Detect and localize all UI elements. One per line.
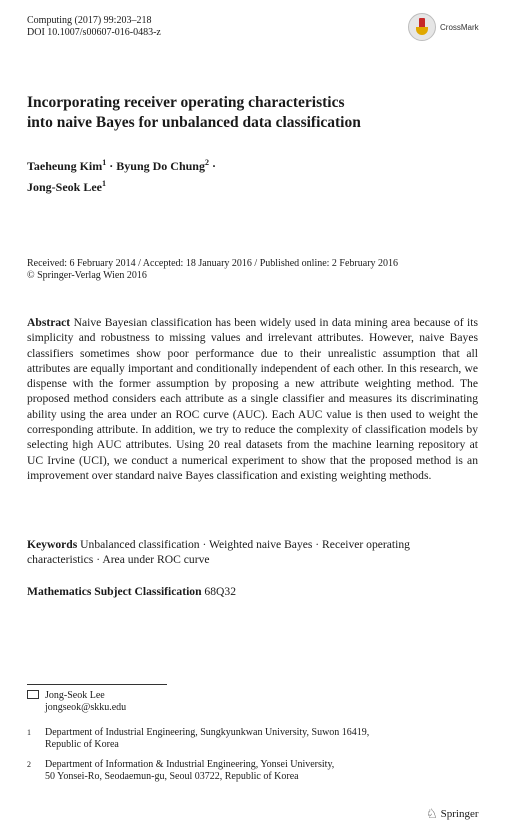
keywords-label: Keywords [27, 538, 78, 551]
publisher-name: Springer [440, 808, 479, 820]
msc-label: Mathematics Subject Classification [27, 585, 202, 598]
affiliation-line: 50 Yonsei-Ro, Seodaemun-gu, Seoul 03722, Republic of Korea [45, 771, 299, 782]
contact-email[interactable]: jongseok@skku.edu [45, 702, 127, 713]
keywords-text: Unbalanced classification · Weighted naive Bayes · Receiver operating characteristics · Area under ROC curve [27, 538, 410, 567]
subject-classification [27, 585, 236, 598]
keywords [27, 537, 478, 568]
author-name[interactable]: Jong-Seok Lee [27, 180, 102, 194]
crossmark-badge[interactable] [408, 12, 484, 42]
author-separator: · [106, 159, 117, 173]
contact-name: Jong-Seok Lee [45, 690, 105, 701]
publication-dates [27, 258, 398, 282]
author-name[interactable]: Taeheung Kim [27, 159, 103, 173]
footnote-divider [27, 684, 167, 685]
abstract-text: Naive Bayesian classification has been widely used in data mining area because of its simplicity and robustness to missing values and irrelevant attributes. However, naive Bayes classifiers sometimes show poor performance due to their unrealistic assumption that all attributes are equally important and conditionally independent of each other. In this research, we dispense with the former assumption by proposing a new attribute weighting method. The proposed method considers each attribute as a single classifier and measures its discriminating ability using the area under an ROC curve (AUC). Each AUC value is then used to weight the corresponding attribute. In addition, we try to reduce the complexity of classification models by selecting high AUC attributes. Using 20 real datasets from the machine learning repository at UC Irvine (UCI), we conduct a numerical experiment to show that the proposed method is an improvement over standard naive Bayes classification and existing weighting methods. [27, 316, 478, 482]
msc-code: 68Q32 [201, 585, 236, 598]
affiliation-number: 2 [27, 760, 31, 769]
affiliation-line: Department of Information & Industrial Engineering, Yonsei University, [45, 759, 335, 770]
affiliation-number: 1 [27, 728, 31, 737]
author-list [27, 154, 216, 196]
author-affiliation-mark: 1 [102, 179, 106, 188]
paper-title [27, 93, 447, 133]
author-separator: · [208, 159, 216, 173]
abstract [27, 315, 478, 483]
crossmark-icon [408, 13, 436, 41]
journal-citation: Computing (2017) 99:203–218 [27, 15, 152, 26]
affiliation-line: Department of Industrial Engineering, Sungkyunkwan University, Suwon 16419, [45, 727, 370, 738]
crossmark-label: CrossMark [440, 22, 479, 32]
envelope-icon [27, 690, 39, 699]
affiliation-1 [27, 727, 405, 751]
journal-header [27, 15, 161, 39]
author-affiliation-mark: 2 [204, 158, 209, 167]
author-name[interactable]: Byung Do Chung [116, 159, 205, 173]
copyright-line: © Springer-Verlag Wien 2016 [27, 270, 147, 281]
corresponding-author [27, 690, 126, 714]
doi-link[interactable]: DOI 10.1007/s00607-016-0483-z [27, 27, 161, 38]
affiliation-2 [27, 759, 405, 783]
publisher-logo [426, 806, 479, 822]
springer-horse-icon: ♘ [426, 806, 438, 821]
history-line: Received: 6 February 2014 / Accepted: 18 January 2016 / Published online: 2 February 2016 [27, 258, 399, 269]
affiliation-line: Republic of Korea [45, 739, 119, 750]
abstract-label: Abstract [27, 316, 71, 329]
title-line-1: Incorporating receiver operating characteristics [27, 94, 345, 111]
title-line-2: into naive Bayes for unbalanced data classification [27, 114, 361, 131]
author-affiliation-mark: 1 [102, 158, 107, 167]
